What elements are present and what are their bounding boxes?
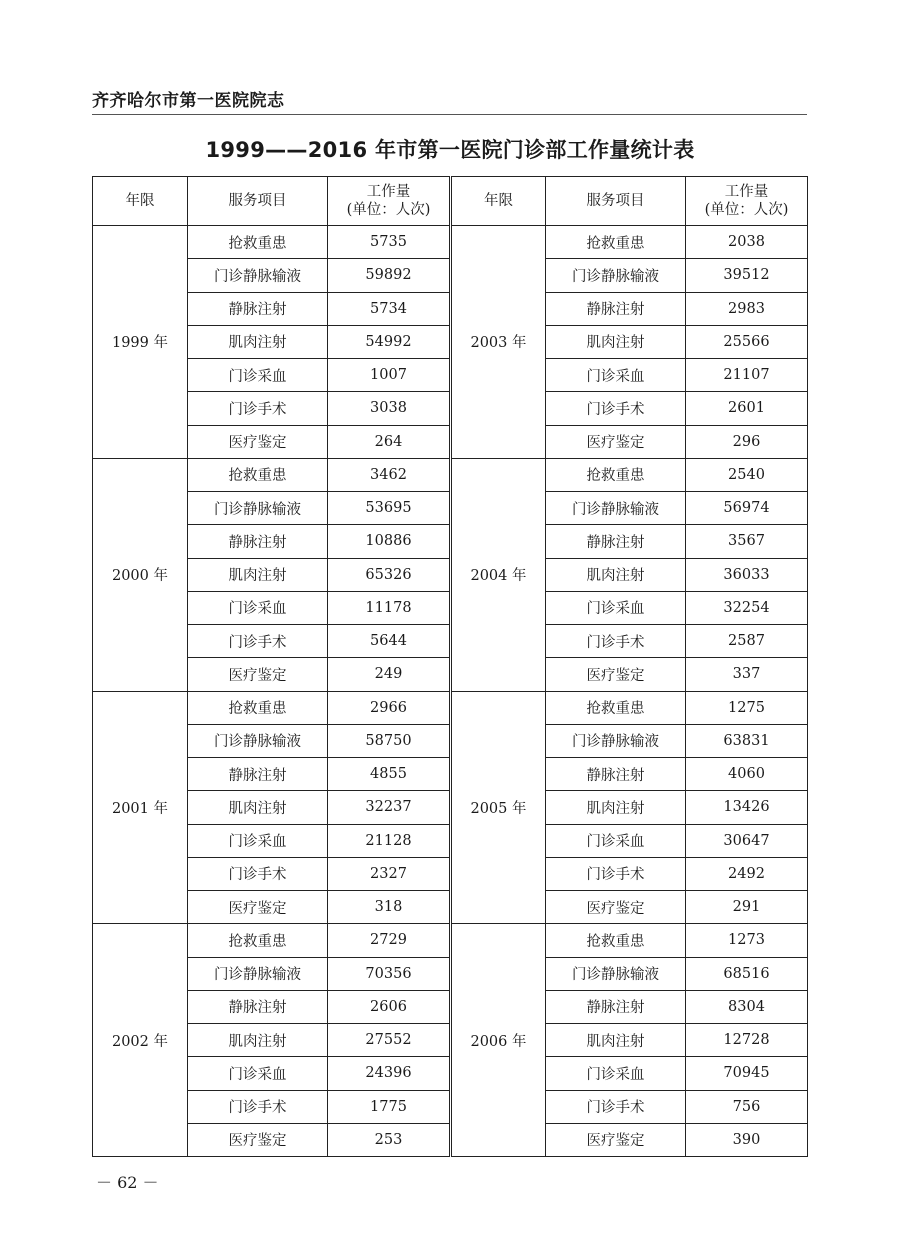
service-item-left: 肌肉注射 <box>188 1024 328 1057</box>
table-row <box>93 425 808 458</box>
service-item-left: 肌肉注射 <box>188 325 328 358</box>
service-item-right: 医疗鉴定 <box>546 658 686 691</box>
year-cell-left: 1999 年 <box>93 226 188 459</box>
service-item-right: 肌肉注射 <box>546 791 686 824</box>
table-row <box>93 791 808 824</box>
header-workload-right <box>686 177 808 226</box>
service-item-right: 门诊手术 <box>546 392 686 425</box>
workload-value-right: 68516 <box>686 957 808 990</box>
table-row <box>93 525 808 558</box>
table-row <box>93 891 808 924</box>
service-item-right: 医疗鉴定 <box>546 891 686 924</box>
service-item-left: 抢救重患 <box>188 226 328 259</box>
workload-value-left: 5644 <box>328 625 451 658</box>
table-row <box>93 724 808 757</box>
year-cell-right: 2003 年 <box>451 226 546 459</box>
workload-value-left: 27552 <box>328 1024 451 1057</box>
running-head: 齐齐哈尔市第一医院院志 <box>92 91 285 111</box>
table-row <box>93 1090 808 1123</box>
service-item-left: 门诊采血 <box>188 359 328 392</box>
workload-value-left: 10886 <box>328 525 451 558</box>
header-rule <box>92 114 807 115</box>
table-row <box>93 1057 808 1090</box>
service-item-left: 医疗鉴定 <box>188 1123 328 1156</box>
table-row <box>93 758 808 791</box>
workload-value-left: 54992 <box>328 325 451 358</box>
workload-value-left: 264 <box>328 425 451 458</box>
workload-value-left: 70356 <box>328 957 451 990</box>
service-item-right: 医疗鉴定 <box>546 425 686 458</box>
workload-value-right: 2601 <box>686 392 808 425</box>
workload-value-left: 53695 <box>328 492 451 525</box>
workload-value-right: 63831 <box>686 724 808 757</box>
service-item-left: 静脉注射 <box>188 990 328 1023</box>
service-item-right: 静脉注射 <box>546 758 686 791</box>
workload-value-left: 11178 <box>328 591 451 624</box>
workload-value-left: 3038 <box>328 392 451 425</box>
workload-value-right: 56974 <box>686 492 808 525</box>
table-row <box>93 359 808 392</box>
table-row <box>93 990 808 1023</box>
header-workload-line1: 工作量 <box>366 184 411 200</box>
workload-value-left: 1007 <box>328 359 451 392</box>
service-item-right: 门诊采血 <box>546 1057 686 1090</box>
service-item-left: 门诊静脉输液 <box>188 724 328 757</box>
workload-value-right: 8304 <box>686 990 808 1023</box>
workload-value-right: 21107 <box>686 359 808 392</box>
table-row <box>93 824 808 857</box>
service-item-right: 医疗鉴定 <box>546 1123 686 1156</box>
service-item-right: 静脉注射 <box>546 292 686 325</box>
service-item-right: 肌肉注射 <box>546 558 686 591</box>
workload-value-right: 756 <box>686 1090 808 1123</box>
service-item-left: 肌肉注射 <box>188 558 328 591</box>
workload-value-right: 2492 <box>686 857 808 890</box>
year-cell-right: 2005 年 <box>451 691 546 924</box>
table-row <box>93 292 808 325</box>
table-row <box>93 625 808 658</box>
page-number: － 62 － <box>96 1173 159 1192</box>
service-item-right: 抢救重患 <box>546 226 686 259</box>
service-item-right: 门诊手术 <box>546 857 686 890</box>
service-item-left: 抢救重患 <box>188 691 328 724</box>
service-item-left: 门诊静脉输液 <box>188 259 328 292</box>
service-item-left: 门诊采血 <box>188 1057 328 1090</box>
workload-value-left: 59892 <box>328 259 451 292</box>
workload-value-left: 58750 <box>328 724 451 757</box>
header-workload <box>328 177 451 226</box>
table-title: 1999——2016 年市第一医院门诊部工作量统计表 <box>205 138 695 162</box>
workload-value-right: 2038 <box>686 226 808 259</box>
service-item-left: 门诊采血 <box>188 591 328 624</box>
service-item-left: 肌肉注射 <box>188 791 328 824</box>
table-row <box>93 226 808 259</box>
table-row <box>93 957 808 990</box>
workload-value-left: 2729 <box>328 924 451 957</box>
workload-value-left: 24396 <box>328 1057 451 1090</box>
service-item-right: 抢救重患 <box>546 924 686 957</box>
table-row <box>93 1024 808 1057</box>
table-row <box>93 691 808 724</box>
service-item-right: 门诊静脉输液 <box>546 957 686 990</box>
workload-value-left: 2606 <box>328 990 451 1023</box>
workload-value-left: 21128 <box>328 824 451 857</box>
header-year: 年限 <box>93 177 188 226</box>
workload-value-right: 291 <box>686 891 808 924</box>
workload-value-right: 1275 <box>686 691 808 724</box>
header-item: 服务项目 <box>188 177 328 226</box>
service-item-left: 医疗鉴定 <box>188 891 328 924</box>
table-row <box>93 392 808 425</box>
workload-value-left: 2966 <box>328 691 451 724</box>
service-item-right: 肌肉注射 <box>546 325 686 358</box>
workload-value-right: 1273 <box>686 924 808 957</box>
service-item-right: 门诊手术 <box>546 1090 686 1123</box>
header-workload-right-line1: 工作量 <box>724 184 769 200</box>
service-item-left: 门诊静脉输液 <box>188 957 328 990</box>
service-item-right: 静脉注射 <box>546 525 686 558</box>
workload-value-right: 70945 <box>686 1057 808 1090</box>
workload-value-left: 318 <box>328 891 451 924</box>
service-item-right: 门诊静脉输液 <box>546 259 686 292</box>
service-item-left: 静脉注射 <box>188 525 328 558</box>
workload-value-right: 36033 <box>686 558 808 591</box>
service-item-left: 门诊手术 <box>188 857 328 890</box>
service-item-left: 抢救重患 <box>188 458 328 491</box>
table-row <box>93 1123 808 1156</box>
workload-value-left: 2327 <box>328 857 451 890</box>
year-cell-left: 2001 年 <box>93 691 188 924</box>
table-row <box>93 492 808 525</box>
workload-value-left: 32237 <box>328 791 451 824</box>
workload-value-right: 2983 <box>686 292 808 325</box>
table-row <box>93 924 808 957</box>
table-row <box>93 458 808 491</box>
workload-value-left: 5735 <box>328 226 451 259</box>
workload-value-right: 13426 <box>686 791 808 824</box>
workload-value-right: 12728 <box>686 1024 808 1057</box>
workload-value-left: 249 <box>328 658 451 691</box>
workload-value-right: 39512 <box>686 259 808 292</box>
service-item-left: 医疗鉴定 <box>188 658 328 691</box>
header-item-right: 服务项目 <box>546 177 686 226</box>
service-item-right: 静脉注射 <box>546 990 686 1023</box>
workload-table <box>92 176 808 1157</box>
service-item-right: 门诊手术 <box>546 625 686 658</box>
year-cell-right: 2004 年 <box>451 458 546 691</box>
table-row <box>93 558 808 591</box>
header-workload-line2: (单位：人次) <box>346 202 431 218</box>
workload-value-right: 296 <box>686 425 808 458</box>
service-item-right: 肌肉注射 <box>546 1024 686 1057</box>
workload-value-right: 2540 <box>686 458 808 491</box>
table-row <box>93 658 808 691</box>
workload-value-left: 65326 <box>328 558 451 591</box>
workload-value-right: 32254 <box>686 591 808 624</box>
year-cell-left: 2002 年 <box>93 924 188 1157</box>
table-row <box>93 325 808 358</box>
service-item-right: 门诊静脉输液 <box>546 724 686 757</box>
workload-value-left: 4855 <box>328 758 451 791</box>
service-item-left: 静脉注射 <box>188 292 328 325</box>
workload-value-right: 25566 <box>686 325 808 358</box>
service-item-left: 抢救重患 <box>188 924 328 957</box>
service-item-left: 门诊采血 <box>188 824 328 857</box>
workload-value-right: 2587 <box>686 625 808 658</box>
service-item-right: 门诊采血 <box>546 359 686 392</box>
workload-value-right: 30647 <box>686 824 808 857</box>
header-workload-right-line2: (单位：人次) <box>704 202 789 218</box>
service-item-right: 门诊采血 <box>546 591 686 624</box>
table-row <box>93 259 808 292</box>
service-item-left: 门诊手术 <box>188 1090 328 1123</box>
table-header-row <box>93 177 808 226</box>
service-item-left: 门诊静脉输液 <box>188 492 328 525</box>
workload-value-left: 253 <box>328 1123 451 1156</box>
table-row <box>93 857 808 890</box>
workload-value-left: 1775 <box>328 1090 451 1123</box>
header-year-right: 年限 <box>451 177 546 226</box>
service-item-right: 抢救重患 <box>546 458 686 491</box>
service-item-left: 门诊手术 <box>188 392 328 425</box>
service-item-left: 门诊手术 <box>188 625 328 658</box>
workload-value-right: 337 <box>686 658 808 691</box>
workload-value-right: 390 <box>686 1123 808 1156</box>
workload-value-right: 3567 <box>686 525 808 558</box>
workload-value-left: 5734 <box>328 292 451 325</box>
service-item-left: 医疗鉴定 <box>188 425 328 458</box>
table-row <box>93 591 808 624</box>
service-item-right: 门诊静脉输液 <box>546 492 686 525</box>
year-cell-right: 2006 年 <box>451 924 546 1157</box>
workload-value-left: 3462 <box>328 458 451 491</box>
service-item-right: 抢救重患 <box>546 691 686 724</box>
year-cell-left: 2000 年 <box>93 458 188 691</box>
service-item-right: 门诊采血 <box>546 824 686 857</box>
service-item-left: 静脉注射 <box>188 758 328 791</box>
workload-value-right: 4060 <box>686 758 808 791</box>
